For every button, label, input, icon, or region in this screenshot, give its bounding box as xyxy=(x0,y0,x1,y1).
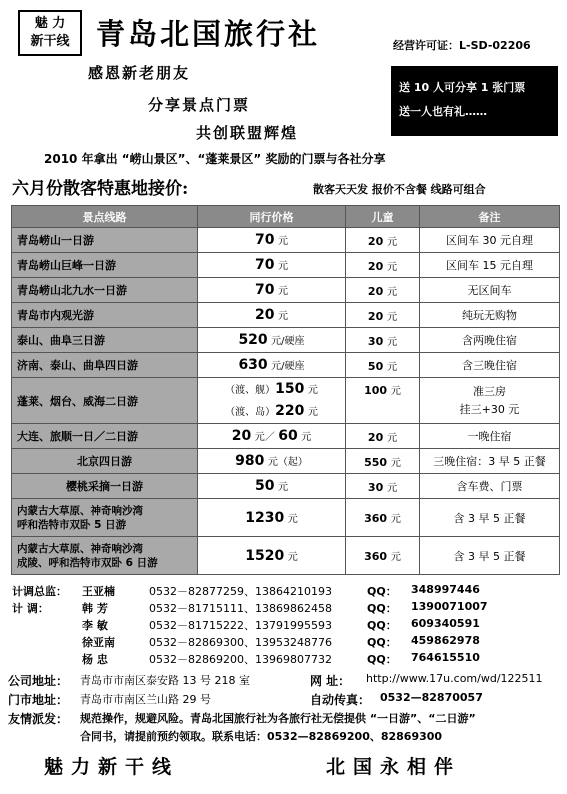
price-cell: 980 元（起） xyxy=(198,449,346,474)
qq-number: 609340591 xyxy=(411,617,480,630)
price-cell: 20 元 xyxy=(198,303,346,328)
price-cell: 70 元 xyxy=(198,253,346,278)
contact-phone: 0532－82869300、13953248776 xyxy=(149,636,332,649)
slogan-1: 感恩新老朋友 xyxy=(88,64,191,82)
table-row xyxy=(12,424,560,449)
price-cell: 520 元/硬座 xyxy=(198,328,346,353)
route-cell: 青岛崂山一日游 xyxy=(12,228,198,253)
contact-name: 李 敏 xyxy=(82,619,108,632)
contact-row xyxy=(12,634,557,651)
price-cell: 630 元/硬座 xyxy=(198,353,346,378)
logo-line-1: 魅 力 xyxy=(34,16,66,31)
logo-line-2: 新干线 xyxy=(30,34,70,49)
price-cell: 1520 元 xyxy=(198,537,346,575)
route-cell: 北京四日游 xyxy=(12,449,198,474)
table-row xyxy=(12,303,560,328)
qq-number: 348997446 xyxy=(411,583,480,596)
contact-row xyxy=(12,600,557,617)
contact-role: 计 调： xyxy=(12,602,49,615)
note-cell: 准三房 挂三+30 元 xyxy=(420,378,560,424)
route-cell: 泰山、曲阜三日游 xyxy=(12,328,198,353)
footer-slogan-left: 魅力新干线 xyxy=(44,756,180,778)
note-cell: 三晚住宿：3 早 5 正餐 xyxy=(420,449,560,474)
route-cell: 青岛市内观光游 xyxy=(12,303,198,328)
notice-text-1: 规范操作，规避风险。青岛北国旅行社为各旅行社无偿提供 “一日游”、“二日游” xyxy=(80,712,476,725)
child-price-cell: 550 元 xyxy=(346,449,420,474)
route-cell: 济南、泰山、曲阜四日游 xyxy=(12,353,198,378)
route-cell: 大连、旅顺一日／二日游 xyxy=(12,424,198,449)
website-link[interactable]: http://www.17u.com/wd/122511 xyxy=(366,672,543,685)
notice-label: 友情派发： xyxy=(8,712,69,726)
contact-list xyxy=(12,583,557,668)
price-cell: 1230 元 xyxy=(198,499,346,537)
child-price-cell: 360 元 xyxy=(346,499,420,537)
child-price-cell: 20 元 xyxy=(346,228,420,253)
table-row xyxy=(12,499,560,537)
table-row xyxy=(12,253,560,278)
contact-phone: 0532－82869200、13969807732 xyxy=(149,653,332,666)
store-address-row xyxy=(8,691,560,709)
qq-number: 459862978 xyxy=(411,634,480,647)
table-row xyxy=(12,474,560,499)
note-cell: 含三晚住宿 xyxy=(420,353,560,378)
note-cell: 区间车 15 元自理 xyxy=(420,253,560,278)
table-subtitle: 散客天天发 报价不含餐 线路可组合 xyxy=(313,183,486,196)
price-cell: 70 元 xyxy=(198,228,346,253)
store-address-label: 门市地址： xyxy=(8,693,69,707)
note-cell: 含两晚住宿 xyxy=(420,328,560,353)
brand-title: 青岛北国旅行社 xyxy=(96,17,321,51)
route-cell: 蓬莱、烟台、威海二日游 xyxy=(12,378,198,424)
col-header-route: 景点线路 xyxy=(12,206,198,228)
col-header-child: 儿童 xyxy=(346,206,420,228)
note-cell: 无区间车 xyxy=(420,278,560,303)
note-cell: 含车费、门票 xyxy=(420,474,560,499)
website-label: 网 址： xyxy=(310,674,351,688)
qq-number: 764615510 xyxy=(411,651,480,664)
contact-phone: 0532－82877259、13864210193 xyxy=(149,585,332,598)
company-address-row xyxy=(8,672,560,690)
contact-row xyxy=(12,583,557,600)
logo-box xyxy=(18,10,82,56)
note-cell: 一晚住宿 xyxy=(420,424,560,449)
child-price-cell: 20 元 xyxy=(346,303,420,328)
child-price-cell: 30 元 xyxy=(346,328,420,353)
qq-label: QQ： xyxy=(367,585,397,598)
contact-row xyxy=(12,617,557,634)
license-number: 经营许可证：L-SD-02206 xyxy=(393,39,531,52)
table-row xyxy=(12,353,560,378)
announcement: 2010 年拿出 “崂山景区”、“蓬莱景区” 奖励的门票与各社分享 xyxy=(44,152,386,166)
contact-role: 计调总监： xyxy=(12,585,67,598)
route-cell: 内蒙古大草原、神奇响沙湾 成陵、呼和浩特市双卧 6 日游 xyxy=(12,537,198,575)
child-price-cell: 360 元 xyxy=(346,537,420,575)
contact-name: 韩 芳 xyxy=(82,602,108,615)
slogan-2: 分享景点门票 xyxy=(148,96,251,114)
child-price-cell: 20 元 xyxy=(346,278,420,303)
contact-name: 杨 忠 xyxy=(82,653,108,666)
table-row xyxy=(12,328,560,353)
col-header-price: 同行价格 xyxy=(198,206,346,228)
slogan-3: 共创联盟辉煌 xyxy=(196,124,299,142)
promo-line-2: 送一人也有礼…… xyxy=(399,105,487,118)
price-cell: 50 元 xyxy=(198,474,346,499)
route-cell: 青岛崂山北九水一日游 xyxy=(12,278,198,303)
company-address-label: 公司地址： xyxy=(8,674,69,688)
note-cell: 含 3 早 5 正餐 xyxy=(420,499,560,537)
company-address: 青岛市市南区泰安路 13 号 218 室 xyxy=(80,674,250,687)
table-row xyxy=(12,378,560,424)
child-price-cell: 100 元 xyxy=(346,378,420,424)
fax-label: 自动传真： xyxy=(310,693,371,707)
route-cell: 青岛崂山巨峰一日游 xyxy=(12,253,198,278)
contact-row xyxy=(12,651,557,668)
contact-phone: 0532－81715222、13791995593 xyxy=(149,619,332,632)
price-table xyxy=(11,205,560,575)
table-row xyxy=(12,537,560,575)
child-price-cell: 50 元 xyxy=(346,353,420,378)
footer-slogan-right: 北国永相伴 xyxy=(326,756,462,778)
note-cell: 含 3 早 5 正餐 xyxy=(420,537,560,575)
qq-label: QQ： xyxy=(367,653,397,666)
qq-label: QQ： xyxy=(367,619,397,632)
route-cell: 樱桃采摘一日游 xyxy=(12,474,198,499)
price-cell: 70 元 xyxy=(198,278,346,303)
note-cell: 纯玩无购物 xyxy=(420,303,560,328)
table-header-row xyxy=(12,206,560,228)
table-row xyxy=(12,278,560,303)
note-cell: 区间车 30 元自理 xyxy=(420,228,560,253)
table-row xyxy=(12,228,560,253)
qq-number: 1390071007 xyxy=(411,600,488,613)
contact-phone: 0532－81715111、13869862458 xyxy=(149,602,332,615)
contact-name: 王亚楠 xyxy=(82,585,115,598)
col-header-note: 备注 xyxy=(420,206,560,228)
child-price-cell: 20 元 xyxy=(346,424,420,449)
qq-label: QQ： xyxy=(367,602,397,615)
child-price-cell: 30 元 xyxy=(346,474,420,499)
price-cell: 20 元／ 60 元 xyxy=(198,424,346,449)
contact-name: 徐亚南 xyxy=(82,636,115,649)
promo-box xyxy=(391,66,558,136)
promo-line-1: 送 10 人可分享 1 张门票 xyxy=(399,81,526,94)
fax-number: 0532—82870057 xyxy=(380,691,483,704)
table-title: 六月份散客特惠地接价: xyxy=(12,179,189,199)
table-row xyxy=(12,449,560,474)
notice-row xyxy=(8,710,560,748)
store-address: 青岛市市南区兰山路 29 号 xyxy=(80,693,211,706)
qq-label: QQ： xyxy=(367,636,397,649)
notice-text-2: 合同书，请提前预约领取。联系电话：0532—82869200、82869300 xyxy=(80,730,443,743)
route-cell: 内蒙古大草原、神奇响沙湾 呼和浩特市双卧 5 日游 xyxy=(12,499,198,537)
price-cell: （渡、舰）150 元 （渡、岛）220 元 xyxy=(198,378,346,424)
child-price-cell: 20 元 xyxy=(346,253,420,278)
